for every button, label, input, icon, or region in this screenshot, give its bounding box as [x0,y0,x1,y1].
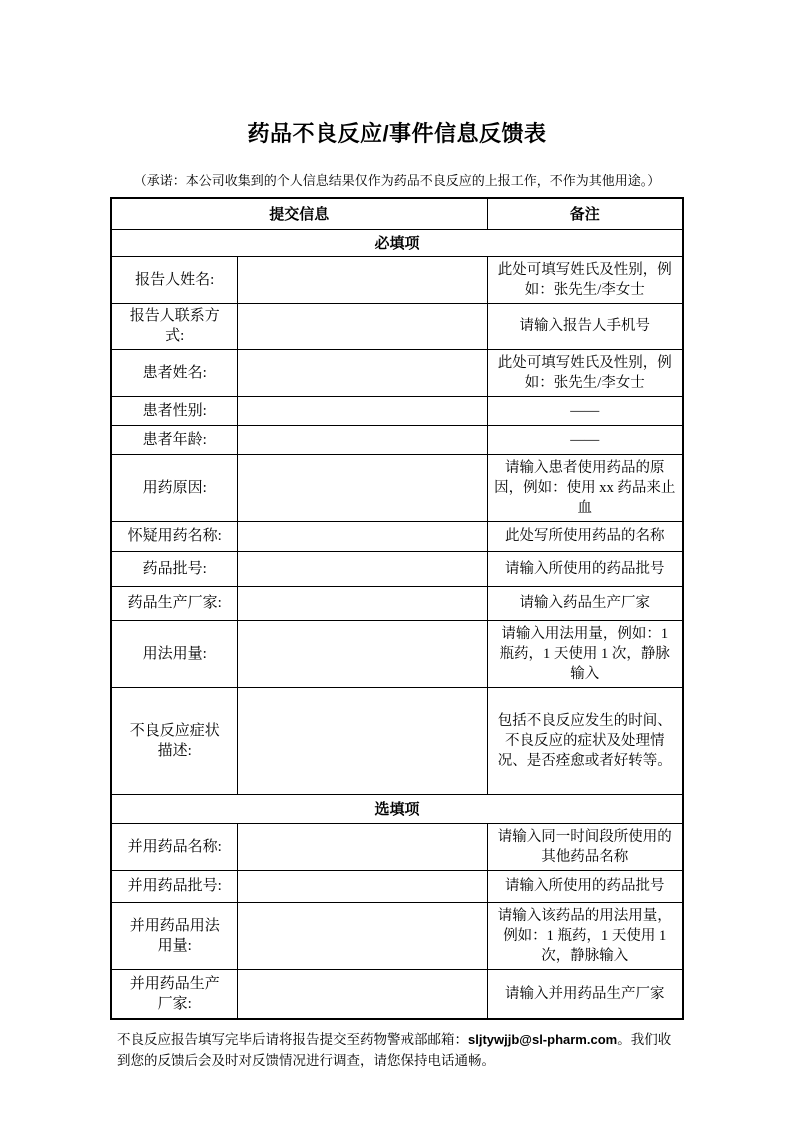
table-row [111,902,683,969]
note-cell: 请输入该药品的用法用量，例如：1 瓶药，1 天使用 1 次，静脉输入 [487,902,683,969]
input-cell[interactable] [238,620,487,687]
table-row [111,454,683,521]
note-cell: 此处可填写姓氏及性别，例如：张先生/李女士 [487,256,683,303]
note-cell: 请输入并用药品生产厂家 [487,969,683,1019]
table-row [111,551,683,586]
input-cell[interactable] [238,823,487,870]
table-row [111,349,683,396]
note-cell: 请输入同一时间段所使用的其他药品名称 [487,823,683,870]
field-label: 患者性别: [111,396,238,425]
table-header-row [111,198,683,229]
table-row [111,969,683,1019]
field-label: 报告人联系方式: [111,303,238,349]
footer-text-after: 。我们收到您的反馈后会及时对反馈情况进行调查，请您保持电话通畅。 [117,1032,672,1068]
input-cell[interactable] [238,256,487,303]
input-cell[interactable] [238,425,487,454]
input-cell[interactable] [238,303,487,349]
input-cell[interactable] [238,349,487,396]
input-cell[interactable] [238,870,487,902]
page-title: 药品不良反应/事件信息反馈表 [247,121,547,146]
note-cell: 包括不良反应发生的时间、不良反应的症状及处理情况、是否痊愈或者好转等。 [487,687,683,794]
note-cell: 请输入报告人手机号 [487,303,683,349]
section-required: 必填项 [111,229,683,256]
note-cell: —— [487,425,683,454]
note-cell: 请输入所使用的药品批号 [487,551,683,586]
field-label: 用法用量: [111,620,238,687]
section-row [111,794,683,823]
input-cell[interactable] [238,551,487,586]
table-row [111,687,683,794]
input-cell[interactable] [238,396,487,425]
note-cell: 请输入所使用的药品批号 [487,870,683,902]
field-label: 报告人姓名: [111,256,238,303]
section-optional: 选填项 [111,794,683,823]
table-row [111,870,683,902]
footer-note [117,1029,681,1071]
field-label: 药品批号: [111,551,238,586]
input-cell[interactable] [238,969,487,1019]
note-cell: 此处可填写姓氏及性别，例如：张先生/李女士 [487,349,683,396]
field-label: 并用药品生产厂家: [111,969,238,1019]
email-address: sljtywjjb@sl-pharm.com [468,1032,618,1047]
field-label: 患者姓名: [111,349,238,396]
field-label: 不良反应症状描述: [111,687,238,794]
feedback-table [110,197,684,1020]
input-cell[interactable] [238,521,487,551]
section-row [111,229,683,256]
commitment-note: （承诺：本公司收集到的个人信息结果仅作为药品不良反应的上报工作，不作为其他用途。） [133,173,661,188]
table-row [111,620,683,687]
field-label: 患者年龄: [111,425,238,454]
field-label: 怀疑用药名称: [111,521,238,551]
input-cell[interactable] [238,902,487,969]
field-label: 药品生产厂家: [111,586,238,620]
table-row [111,396,683,425]
input-cell[interactable] [238,687,487,794]
footer-text-before: 不良反应报告填写完毕后请将报告提交至药物警戒部邮箱： [117,1032,468,1047]
field-label: 并用药品用法用量: [111,902,238,969]
field-label: 并用药品批号: [111,870,238,902]
table-row [111,425,683,454]
note-cell: —— [487,396,683,425]
table-row [111,521,683,551]
table-row [111,303,683,349]
header-submit-info: 提交信息 [111,198,487,229]
input-cell[interactable] [238,586,487,620]
field-label: 用药原因: [111,454,238,521]
table-row [111,256,683,303]
table-row [111,586,683,620]
header-remarks: 备注 [487,198,683,229]
note-cell: 此处写所使用药品的名称 [487,521,683,551]
field-label: 并用药品名称: [111,823,238,870]
table-row [111,823,683,870]
input-cell[interactable] [238,454,487,521]
note-cell: 请输入患者使用药品的原因，例如：使用 xx 药品来止血 [487,454,683,521]
note-cell: 请输入用法用量，例如：1 瓶药，1 天使用 1 次，静脉输入 [487,620,683,687]
note-cell: 请输入药品生产厂家 [487,586,683,620]
